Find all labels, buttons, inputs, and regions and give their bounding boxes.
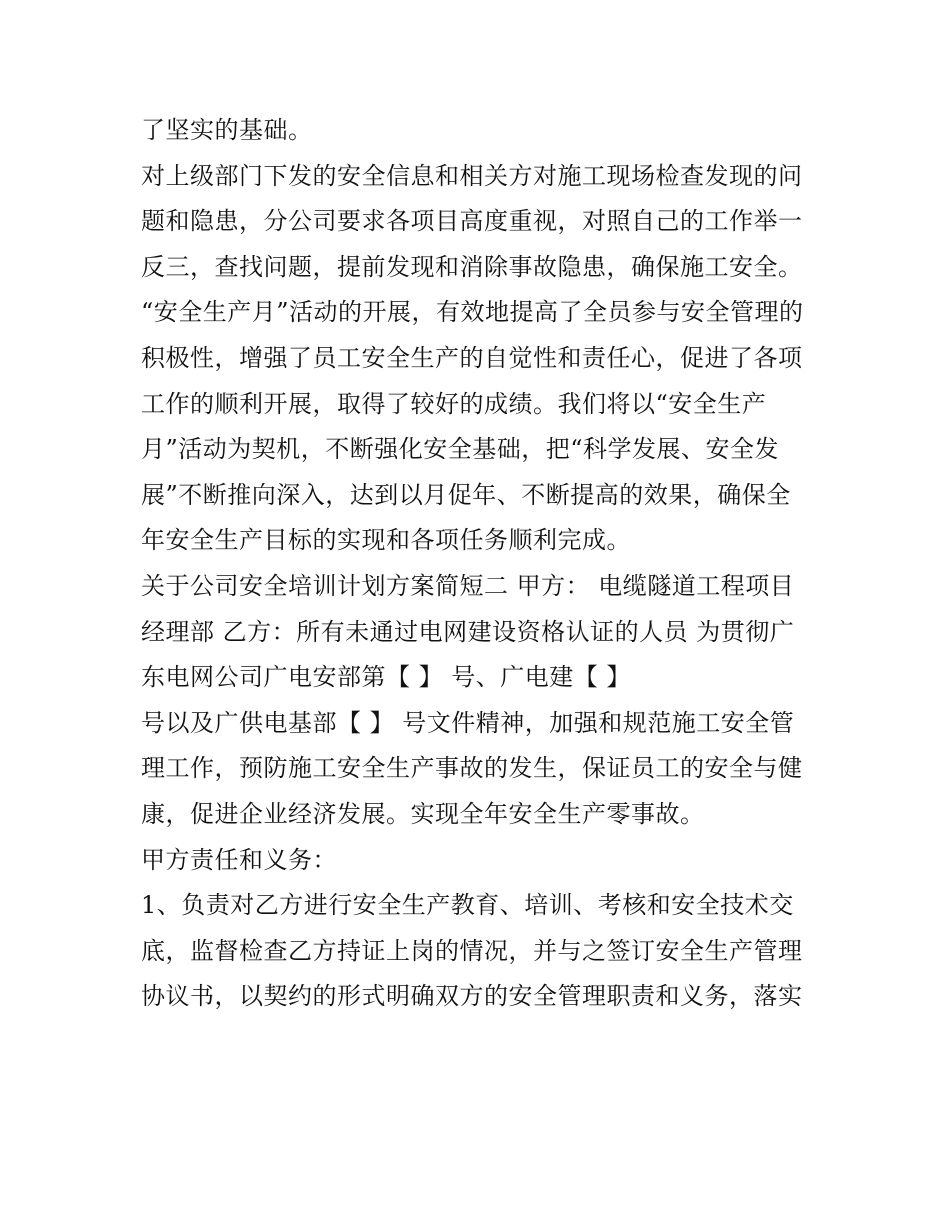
text-line: 号以及广供电基部【 】 号文件精神，加强和规范施工安全管 (141, 708, 795, 737)
section-heading: 甲方责任和义务： (141, 845, 337, 874)
text-line: 协议书，以契约的形式明确双方的安全管理职责和义务，落实 (141, 982, 803, 1011)
text-line: 积极性，增强了员工安全生产的自觉性和责任心，促进了各项 (141, 343, 803, 372)
text-line: 月”活动为契机，不断强化安全基础，把“科学发展、安全发 (141, 435, 780, 464)
text-line: 了坚实的基础。 (141, 116, 313, 144)
text-line: 展”不断推向深入，达到以月促年、不断提高的效果，确保全 (141, 480, 791, 509)
text-line: 题和隐患，分公司要求各项目高度重视，对照自己的工作举一 (141, 207, 803, 236)
text-line: “安全生产月”活动的开展，有效地提高了全员参与安全管理的 (141, 298, 804, 327)
text-line: 年安全生产目标的实现和各项任务顺利完成。 (141, 526, 631, 555)
text-line: 1、负责对乙方进行安全生产教育、培训、考核和安全技术交 (141, 891, 794, 920)
text-line: 经理部 乙方：所有未通过电网建设资格认证的人员 为贯彻广 (141, 617, 795, 646)
text-line: 康，促进企业经济发展。实现全年安全生产零事故。 (141, 799, 705, 828)
text-line: 底，监督检查乙方持证上岗的情况，并与之签订安全生产管理 (141, 936, 803, 965)
document-body (141, 108, 821, 1020)
text-line: 东电网公司广电安部第【 】 号、广电建【 】 (141, 663, 631, 692)
text-line: 工作的顺利开展，取得了较好的成绩。我们将以“安全生产 (141, 389, 767, 418)
text-line: 对上级部门下发的安全信息和相关方对施工现场检查发现的问 (141, 161, 803, 190)
text-line: 反三，查找问题，提前发现和消除事故隐患，确保施工安全。 (141, 252, 803, 281)
text-line: 关于公司安全培训计划方案简短二 甲方： 电缆隧道工程项目 (141, 571, 795, 600)
text-line: 理工作，预防施工安全生产事故的发生，保证员工的安全与健 (141, 754, 803, 783)
